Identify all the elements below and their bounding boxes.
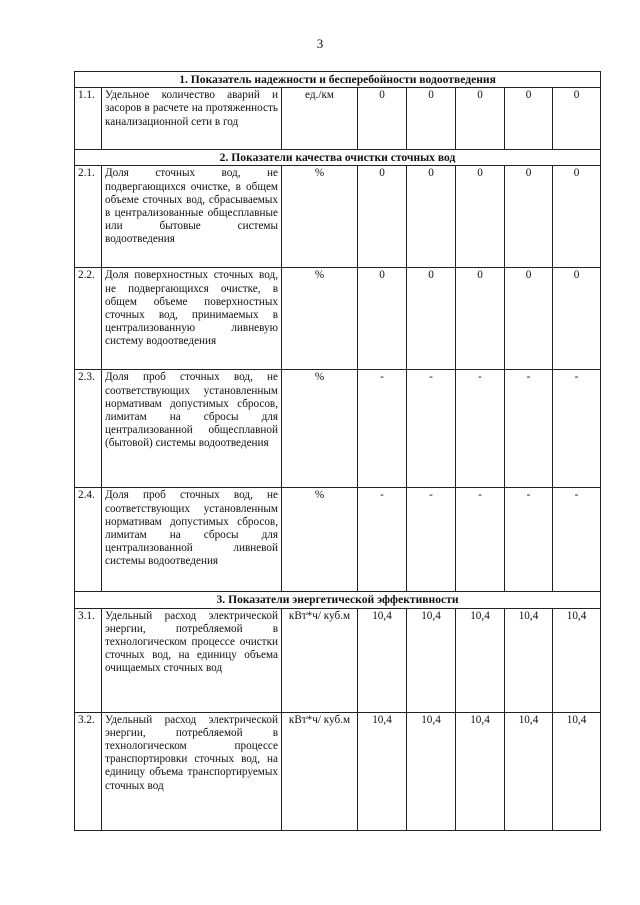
page-number: 3 — [316, 36, 324, 51]
table-row — [75, 268, 601, 370]
row-value: - — [553, 488, 601, 592]
row-value: 10,4 — [456, 712, 505, 830]
row-value: 10,4 — [358, 712, 407, 830]
row-value: 0 — [407, 166, 456, 268]
row-unit: % — [282, 268, 358, 370]
indicators-table — [74, 71, 601, 831]
section-header — [75, 150, 601, 166]
row-name: Удельное количество аварий и засоров в расчете на протяженность канализационной сети в год — [102, 88, 282, 150]
row-value: - — [407, 370, 456, 488]
row-value: 0 — [505, 166, 553, 268]
row-unit: % — [282, 166, 358, 268]
row-unit: кВт*ч/ куб.м — [282, 712, 358, 830]
table-row — [75, 488, 601, 592]
row-value: 0 — [553, 268, 601, 370]
section-title: 2. Показатели качества очистки сточных вод — [75, 150, 601, 166]
row-value: 10,4 — [407, 712, 456, 830]
row-number: 2.4. — [75, 488, 102, 592]
row-value: 10,4 — [553, 608, 601, 712]
row-value: 0 — [505, 88, 553, 150]
row-value: 0 — [456, 166, 505, 268]
row-value: 0 — [456, 88, 505, 150]
row-value: - — [505, 488, 553, 592]
row-value: 0 — [553, 88, 601, 150]
row-number: 3.1. — [75, 608, 102, 712]
row-value: 0 — [358, 166, 407, 268]
row-number: 2.3. — [75, 370, 102, 488]
row-value: 0 — [505, 268, 553, 370]
row-value: - — [553, 370, 601, 488]
table-row — [75, 166, 601, 268]
row-value: 10,4 — [456, 608, 505, 712]
row-value: 10,4 — [505, 712, 553, 830]
row-value: 0 — [407, 88, 456, 150]
row-value: - — [358, 370, 407, 488]
table-row — [75, 370, 601, 488]
row-value: 10,4 — [505, 608, 553, 712]
row-unit: % — [282, 488, 358, 592]
row-value: 0 — [553, 166, 601, 268]
row-number: 2.1. — [75, 166, 102, 268]
section-title: 1. Показатель надежности и бесперебойности водоотведения — [75, 72, 601, 88]
row-name: Доля проб сточных вод, не соответствующих установленным нормативам допустимых сбросов, лимитам на сбросы для централизованной ливневой системы водоотведения — [102, 488, 282, 592]
table-row — [75, 88, 601, 150]
row-value: - — [456, 370, 505, 488]
row-value: 10,4 — [358, 608, 407, 712]
row-value: 0 — [358, 268, 407, 370]
row-name: Удельный расход электрической энергии, потребляемой в технологическом процессе очистки сточных вод, на единицу объема очищаемых сточных вод — [102, 608, 282, 712]
row-name: Доля поверхностных сточных вод, не подвергающихся очистке, в общем объеме поверхностных сточных вод, принимаемых в централизованную ливневую систему водоотведения — [102, 268, 282, 370]
section-title: 3. Показатели энергетической эффективности — [75, 592, 601, 608]
table-row — [75, 608, 601, 712]
row-value: - — [407, 488, 456, 592]
section-header — [75, 592, 601, 608]
row-value: 0 — [407, 268, 456, 370]
row-name: Доля сточных вод, не подвергающихся очистке, в общем объеме сточных вод, сбрасываемых в централизованные общесплавные или бытовые системы водоотведения — [102, 166, 282, 268]
row-value: - — [456, 488, 505, 592]
row-unit: ед./км — [282, 88, 358, 150]
row-number: 2.2. — [75, 268, 102, 370]
row-value: 0 — [358, 88, 407, 150]
row-value: 10,4 — [553, 712, 601, 830]
row-name: Доля проб сточных вод, не соответствующих установленным нормативам допустимых сбросов, лимитам на сбросы для централизованной общесплавной (бытовой) системы водоотведения — [102, 370, 282, 488]
section-header — [75, 72, 601, 88]
row-name: Удельный расход электрической энергии, потребляемой в технологическом процессе транспортировки сточных вод, на единицу объема транспортируемых сточных вод — [102, 712, 282, 830]
row-value: 0 — [456, 268, 505, 370]
row-unit: кВт*ч/ куб.м — [282, 608, 358, 712]
row-unit: % — [282, 370, 358, 488]
row-number: 1.1. — [75, 88, 102, 150]
row-value: - — [505, 370, 553, 488]
row-value: - — [358, 488, 407, 592]
table-row — [75, 712, 601, 830]
row-value: 10,4 — [407, 608, 456, 712]
row-number: 3.2. — [75, 712, 102, 830]
